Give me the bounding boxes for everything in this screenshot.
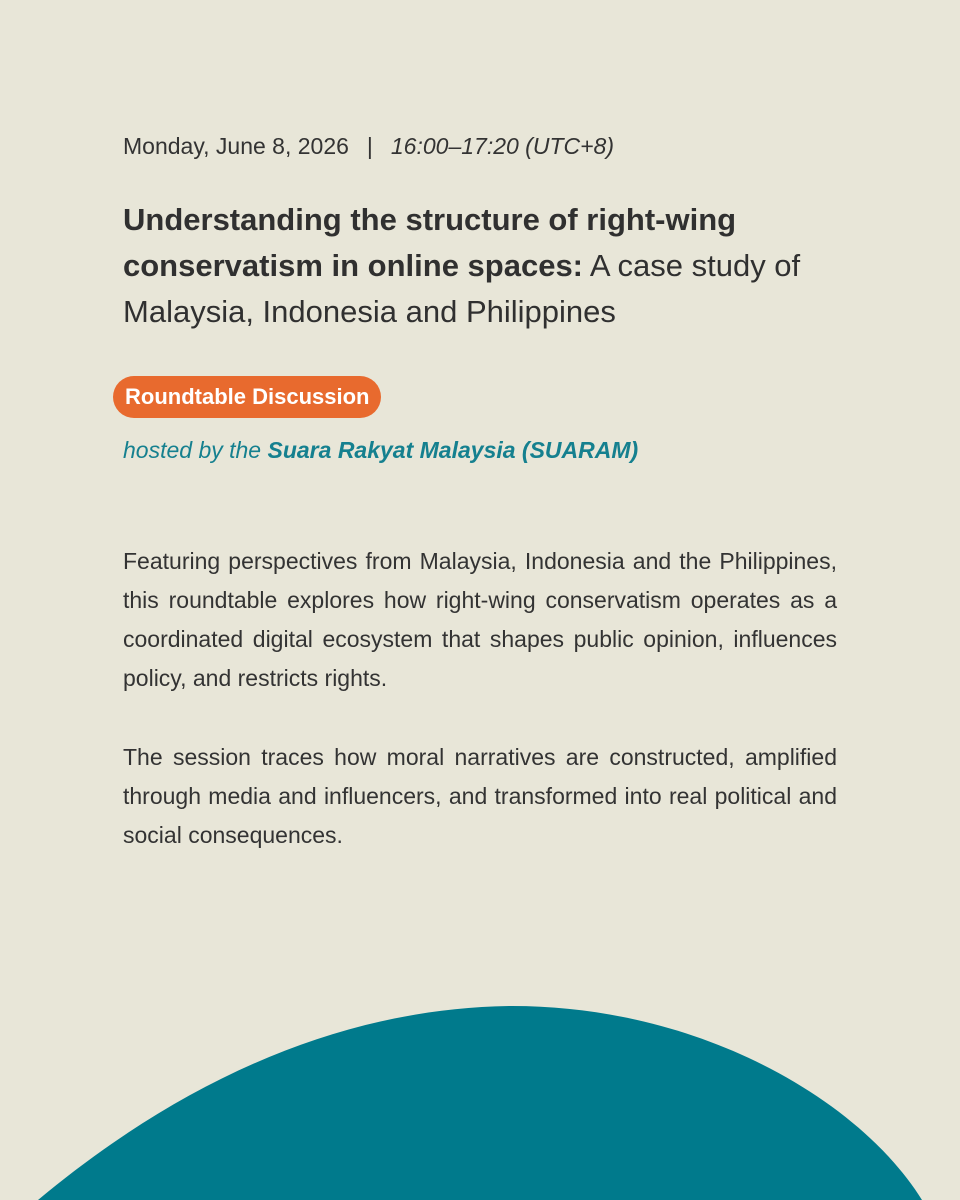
host-line	[123, 434, 638, 466]
host-organization: Suara Rakyat Malaysia (SUARAM)	[267, 437, 639, 463]
description-paragraph-1: Featuring perspectives from Malaysia, Indonesia and the Philippines, this roundtable explores how right-wing conservatism operates as a coordinated digital ecosystem that shapes public opinion, influences policy, and restricts rights.	[123, 548, 837, 691]
event-title-bold: Understanding the structure of right-wing conservatism in online spaces:	[123, 202, 737, 283]
description-paragraph-2: The session traces how moral narratives are constructed, amplified through media and influencers, and transformed into real political and social consequences.	[123, 744, 837, 848]
event-time: 16:00–17:20 (UTC+8)	[390, 133, 614, 159]
event-type-badge: Roundtable Discussion	[113, 376, 381, 418]
datetime-separator: |	[366, 133, 373, 159]
event-title-subtitle: A case study of Malaysia, Indonesia and Philippines	[123, 248, 801, 329]
teal-arc-shape	[38, 1006, 922, 1200]
decorative-teal-arc	[0, 1000, 960, 1200]
host-prefix: hosted by the	[123, 437, 262, 463]
event-title	[123, 197, 843, 335]
event-date: Monday, June 8, 2026	[123, 133, 349, 159]
event-datetime	[123, 130, 614, 162]
